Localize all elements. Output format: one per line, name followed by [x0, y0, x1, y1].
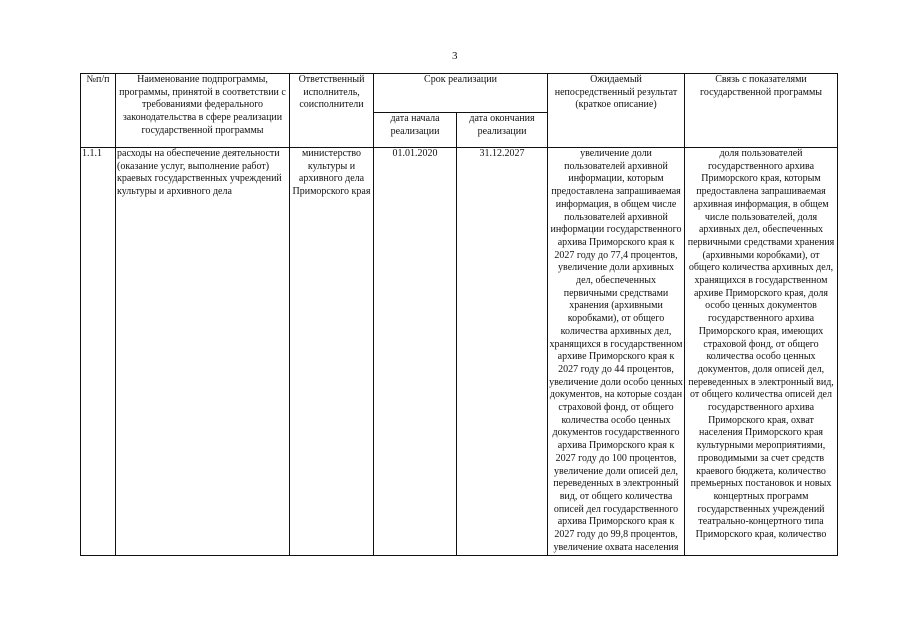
row-end-date: 31.12.2027	[457, 148, 548, 556]
row-responsible: министерство культуры и архивного дела Приморского края	[290, 148, 374, 556]
header-name: Наименование подпрограммы, программы, принятой в соответствии с требованиями федерального законодательства в сфере реализации государственной программы	[116, 74, 290, 148]
program-table	[80, 73, 838, 556]
header-period-start: дата начала реализации	[374, 113, 457, 148]
header-link-indicators: Связь с показателями государственной программы	[685, 74, 838, 148]
row-num: 1.1.1	[81, 148, 116, 556]
header-expected-result: Ожидаемый непосредственный результат (краткое описание)	[548, 74, 685, 148]
page-number: 3	[452, 50, 458, 62]
row-expected-result: увеличение доли пользователей архивной информации, которым предоставлена запрашиваемая информация, в общем числе пользователей архивной информации государственного архива Приморского края к 2027 году до 77,4 процентов, увеличение доли архивных дел, обеспеченных первичными средствами хранения (архивными коробками), от общего количества архивных дел, хранящихся в государственном архиве Приморского края к 2027 году до 44 процентов, увеличение доли особо ценных документов, на которые создан страховой фонд, от общего количества особо ценных документов государственного архива Приморского края к 2027 году до 100 процентов, увеличение доли описей дел, переведенных в электронный вид, от общего количества описей дел государственного архива Приморского края к 2027 году до 99,8 процентов, увеличение охвата населения	[548, 148, 685, 556]
row-name: расходы на обеспечение деятельности (оказание услуг, выполнение работ) краевых государственных учреждений культуры и архивного дела	[116, 148, 290, 556]
table-row	[81, 148, 838, 556]
row-link-indicators: доля пользователей государственного архива Приморского края, которым предоставлена запрашиваемая архивная информация, в общем числе пользователей, доля архивных дел, обеспеченных первичными средствами хранения (архивными коробками), от общего количества архивных дел, хранящихся в государственном архиве Приморского края, доля особо ценных документов государственного архива Приморского края, имеющих страховой фонд, от общего количества особо ценных документов, доля описей дел, переведенных в электронный вид, от общего количества описей дел государственного архива Приморского края, охват населения Приморского края культурными мероприятиями, проводимыми за счет средств краевого бюджета, количество премьерных постановок и новых концертных программ государственных учреждений театрально-концертного типа Приморского края, количество	[685, 148, 838, 556]
header-period: Срок реализации	[374, 74, 548, 113]
header-period-end: дата окончания реализации	[457, 113, 548, 148]
header-num: №п/п	[81, 74, 116, 148]
header-responsible: Ответственный исполнитель, соисполнители	[290, 74, 374, 148]
row-start-date: 01.01.2020	[374, 148, 457, 556]
